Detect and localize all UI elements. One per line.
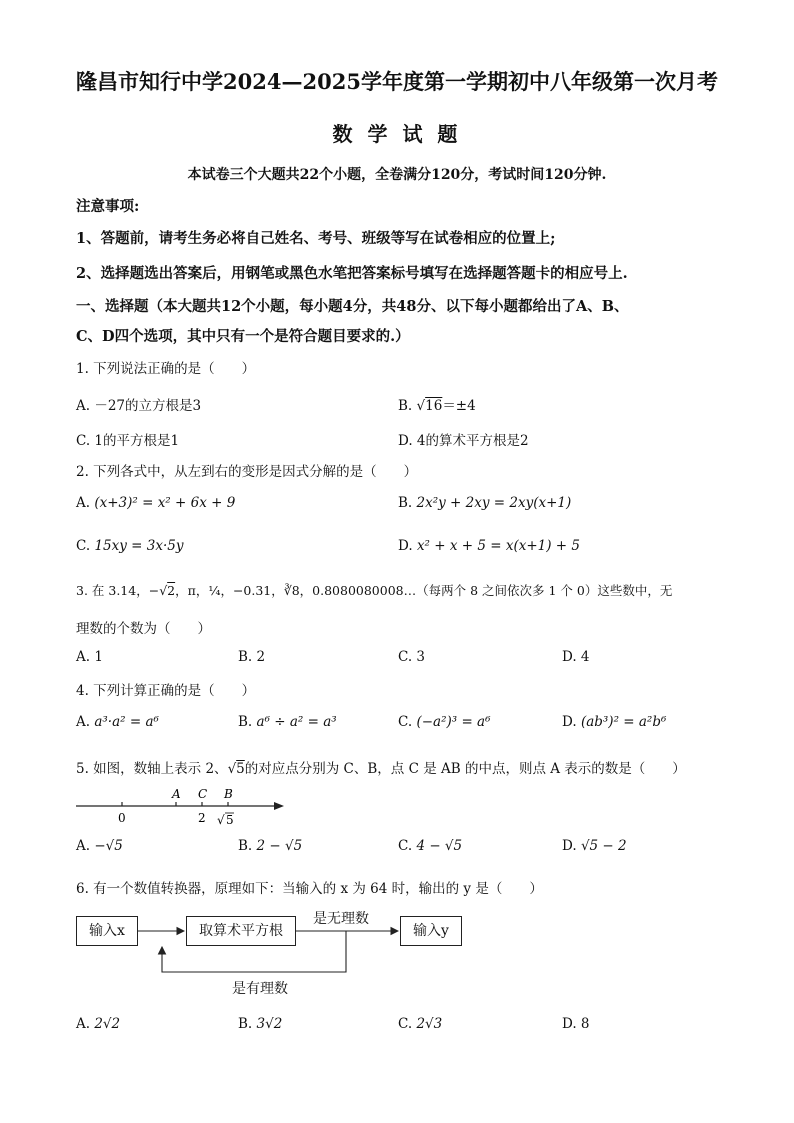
flow-box-output-y: 输入y <box>400 916 462 946</box>
notice-item-1: 1、答题前，请考生务必将自己姓名、考号、班级等写在试卷相应的位置上; <box>76 230 556 247</box>
q4-option-c-label: C. <box>398 714 413 730</box>
q5-option-b-expr: 2 − √5 <box>256 838 303 854</box>
tick-label-two: 2 <box>198 811 206 825</box>
q5-option-b-label: B. <box>238 838 253 854</box>
q6-option-a-expr: 2√2 <box>94 1016 121 1032</box>
q2-option-a-expr: (x+3)² = x² + 6x + 9 <box>94 495 236 511</box>
q6-option-c-label: C. <box>398 1016 413 1032</box>
q2-option-d-expr: x² + x + 5 = x(x+1) + 5 <box>416 538 580 554</box>
tick-label-zero: 0 <box>118 811 126 825</box>
q1-stem: 1. 下列说法正确的是（ ） <box>76 361 256 377</box>
q5-option-c-label: C. <box>398 838 413 854</box>
section-1-line-2: C、D四个选项，其中只有一个是符合题目要求的.） <box>76 328 410 345</box>
q6-option-b <box>238 1016 282 1032</box>
q1-option-b: B. √16＝±4 <box>398 398 476 414</box>
q2-option-d-label: D. <box>398 538 413 554</box>
q4-stem: 4. 下列计算正确的是（ ） <box>76 683 256 699</box>
flow-label-rational: 是有理数 <box>232 981 288 997</box>
q2-option-b-expr: 2x²y + 2xy = 2xy(x+1) <box>416 495 572 511</box>
point-b-label: B <box>224 787 233 801</box>
q3-stem-line-2: 理数的个数为（ ） <box>76 621 211 637</box>
q5-option-c-expr: 4 − √5 <box>416 838 463 854</box>
q1-option-b-label: B. <box>398 398 413 414</box>
q4-option-d-expr: (ab³)² = a²b⁶ <box>580 714 667 730</box>
flow-box-input-x: 输入x <box>76 916 138 946</box>
q3-option-b: B. 2 <box>238 649 266 665</box>
point-a-label: A <box>172 787 181 801</box>
q6-option-c <box>398 1016 442 1032</box>
point-c-label: C <box>198 787 208 801</box>
exam-info: 本试卷三个大题共22个小题，全卷满分120分，考试时间120分钟. <box>187 167 607 183</box>
exam-title: 隆昌市知行中学2024—2025学年度第一学期初中八年级第一次月考 <box>76 69 718 94</box>
q2-option-b-label: B. <box>398 495 413 511</box>
q3-stem-mid: ，π，¼，−0.31，∛8，0.8080080008…（每两个 8 之间依次多 1 个 0）这些数中，无 <box>175 583 673 598</box>
q2-option-c-expr: 15xy = 3x·5y <box>94 538 184 554</box>
q5-stem-radicand: 5 <box>236 761 245 777</box>
q6-option-c-expr: 2√3 <box>416 1016 443 1032</box>
q6-option-b-label: B. <box>238 1016 253 1032</box>
q6-stem: 6. 有一个数值转换器，原理如下：当输入的 x 为 64 时，输出的 y 是（ ） <box>76 881 543 897</box>
q5-stem-rest: 的对应点分别为 C、B，点 C 是 AB 的中点，则点 A 表示的数是（ ） <box>244 761 686 777</box>
q3-stem-radicand: 2 <box>167 583 176 598</box>
q5-stem: 5. 如图，数轴上表示 2、√5的对应点分别为 C、B，点 C 是 AB 的中点，则点 A 表示的数是（ ） <box>76 761 686 777</box>
q4-option-a-label: A. <box>76 714 91 730</box>
q5-stem-prefix: 5. 如图，数轴上表示 2、 <box>76 761 228 777</box>
flow-box-sqrt: 取算术平方根 <box>186 916 296 946</box>
q4-option-d-label: D. <box>562 714 577 730</box>
q4-option-c-expr: (−a²)³ = a⁶ <box>416 714 491 730</box>
q4-option-a-expr: a³·a² = a⁶ <box>94 714 159 730</box>
q3-option-a: A. 1 <box>76 649 103 665</box>
q5-option-a-expr: −√5 <box>94 838 123 854</box>
q2-stem: 2. 下列各式中，从左到右的变形是因式分解的是（ ） <box>76 464 418 480</box>
q6-option-d: D. 8 <box>562 1016 590 1032</box>
flow-arrow-loop-back <box>162 931 346 972</box>
q3-option-c: C. 3 <box>398 649 426 665</box>
q6-option-b-expr: 3√2 <box>256 1016 283 1032</box>
q3-stem-line-1: 3. 在 3.14，−√2，π，¼，−0.31，∛8，0.8080080008…（每两个 8 之间依次多 1 个 0）这些数中，无 <box>76 583 673 598</box>
q5-option-d-label: D. <box>562 838 577 854</box>
q4-option-b-label: B. <box>238 714 253 730</box>
q4-option-b-expr: a⁶ ÷ a² = a³ <box>256 714 337 730</box>
q6-option-a-label: A. <box>76 1016 91 1032</box>
notice-heading: 注意事项: <box>76 198 140 215</box>
q6-option-a <box>76 1016 120 1032</box>
q3-stem-prefix: 3. 在 3.14，− <box>76 583 160 598</box>
q1-option-c: C. 1的平方根是1 <box>76 433 180 449</box>
q1-option-d: D. 4的算术平方根是2 <box>398 433 529 449</box>
q2-option-c-label: C. <box>76 538 91 554</box>
q5-option-a-label: A. <box>76 838 91 854</box>
notice-item-2: 2、选择题选出答案后，用钢笔或黑色水笔把答案标号填写在选择题答题卡的相应号上. <box>76 265 628 282</box>
section-1-line-1: 一、选择题（本大题共12个小题，每小题4分，共48分、以下每小题都给出了A、B、 <box>76 298 629 315</box>
flow-label-irrational: 是无理数 <box>313 911 369 927</box>
tick-label-sqrt-five: 5 <box>226 813 234 827</box>
q5-option-d-expr: √5 − 2 <box>580 838 627 854</box>
q1-option-b-rest: ＝±4 <box>442 398 476 414</box>
q1-option-a: A. －27的立方根是3 <box>76 398 202 414</box>
exam-subtitle: 数 学 试 题 <box>332 122 462 146</box>
q1-option-b-radicand: 16 <box>425 398 443 414</box>
q2-option-a-label: A. <box>76 495 91 511</box>
q3-option-d: D. 4 <box>562 649 590 665</box>
tick-label-sqrt-symbol: √ <box>217 813 225 827</box>
